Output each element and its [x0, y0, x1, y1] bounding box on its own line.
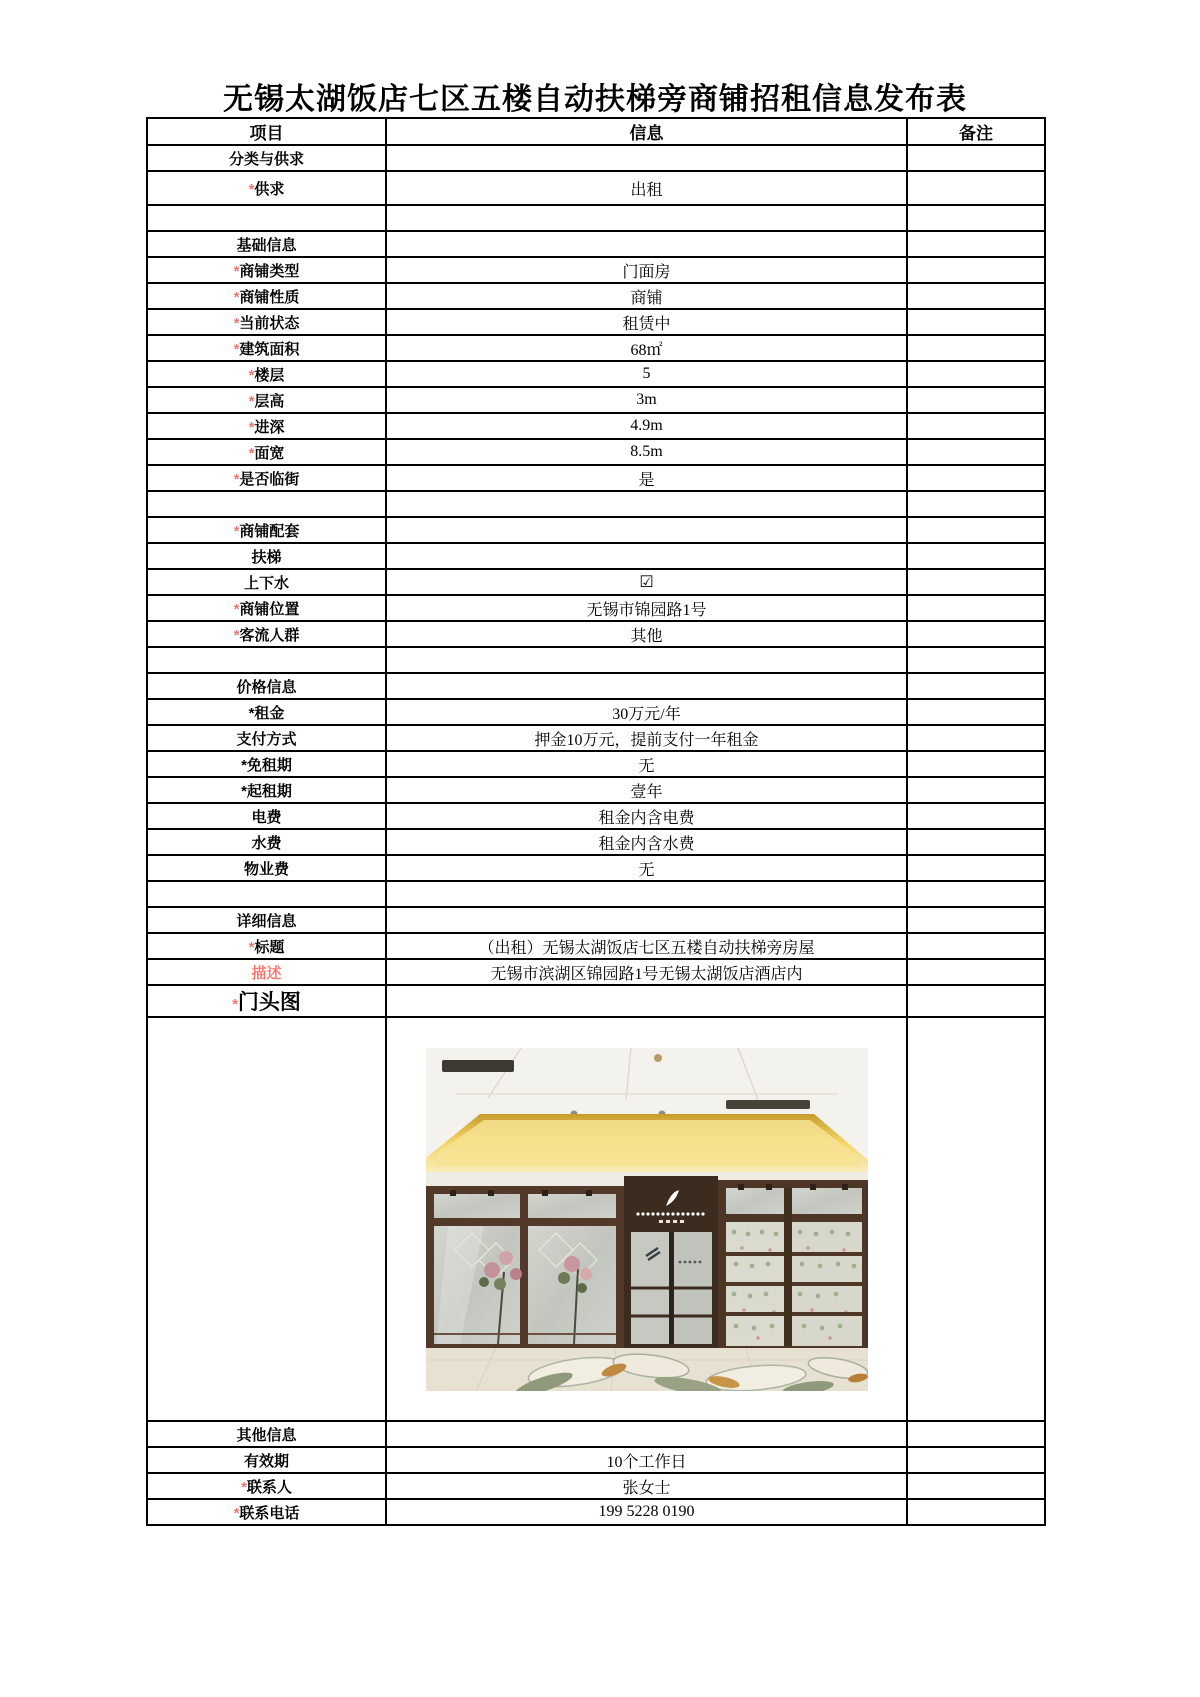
note-cell [907, 1421, 1045, 1447]
required-asterisk: * [233, 314, 240, 332]
required-asterisk: * [248, 366, 255, 384]
row-value: 租赁中 [386, 309, 907, 335]
row-label: 商铺性质 [239, 288, 300, 306]
row-value: 4.9m [386, 413, 907, 439]
row-value [386, 673, 907, 699]
row-value: 是 [386, 465, 907, 491]
note-cell [907, 725, 1045, 751]
row-value [386, 1421, 907, 1447]
row-label: 层高 [254, 392, 285, 410]
row-label: 价格信息 [236, 678, 297, 696]
note-cell [907, 517, 1045, 543]
row-value [386, 543, 907, 569]
left-glass-doors [426, 1186, 624, 1353]
row-contact-phone [147, 1499, 1045, 1525]
note-cell [907, 647, 1045, 673]
row-value: 张女士 [386, 1473, 907, 1499]
row-label: *租金 [248, 704, 285, 722]
row-price-info-section [147, 673, 1045, 699]
row-value [386, 517, 907, 543]
note-cell [907, 777, 1045, 803]
row-value [386, 647, 907, 673]
row-shop-facilities-section [147, 517, 1045, 543]
note-cell [907, 1473, 1045, 1499]
right-display-wall [718, 1180, 868, 1353]
note-cell [907, 569, 1045, 595]
note-cell [907, 829, 1045, 855]
row-water-supply [147, 569, 1045, 595]
required-asterisk: * [248, 392, 255, 410]
row-other-info-section [147, 1421, 1045, 1447]
row-label: 扶梯 [251, 548, 282, 566]
page-title: 无锡太湖饭店七区五楼自动扶梯旁商铺招租信息发布表 [223, 83, 967, 116]
row-category-section [147, 145, 1045, 171]
note-cell [907, 205, 1045, 231]
note-cell [907, 1447, 1045, 1473]
row-label: 有效期 [243, 1452, 289, 1470]
row-min-lease-term [147, 777, 1045, 803]
note-cell [907, 335, 1045, 361]
row-floor-level [147, 361, 1045, 387]
row-value: 租金内含电费 [386, 803, 907, 829]
row-label: 当前状态 [239, 314, 300, 332]
row-value [386, 145, 907, 171]
required-asterisk: * [233, 470, 240, 488]
row-value: 无锡市滨湖区锦园路1号无锡太湖饭店酒店内 [386, 959, 907, 985]
note-cell [907, 673, 1045, 699]
row-value: 5 [386, 361, 907, 387]
row-spacer-1 [147, 205, 1045, 231]
row-value: 其他 [386, 621, 907, 647]
required-asterisk: * [248, 180, 255, 198]
row-value: 出租 [386, 171, 907, 205]
header-row [147, 118, 1045, 145]
row-electricity-fee [147, 803, 1045, 829]
ceiling-sensor [654, 1054, 662, 1062]
note-cell [907, 257, 1045, 283]
row-value: 无 [386, 751, 907, 777]
note-cell [907, 1017, 1045, 1421]
row-supply-demand [147, 171, 1045, 205]
note-cell [907, 145, 1045, 171]
row-label: 进深 [254, 418, 285, 436]
row-spacer-2 [147, 491, 1045, 517]
row-label: 上下水 [243, 574, 289, 592]
row-label: 商铺配套 [239, 522, 300, 540]
row-label: 描述 [251, 964, 282, 982]
row-escalator [147, 543, 1045, 569]
row-spacer-4 [147, 881, 1045, 907]
row-value: 商铺 [386, 283, 907, 309]
row-label: 电费 [251, 808, 282, 826]
row-property-fee [147, 855, 1045, 881]
row-storefront-image-label [147, 985, 1045, 1017]
row-value: 门面房 [386, 257, 907, 283]
note-cell [907, 387, 1045, 413]
header-note: 备注 [907, 118, 1045, 145]
row-label: 商铺位置 [239, 600, 300, 618]
row-label: 商铺类型 [239, 262, 300, 280]
row-value: 无锡市锦园路1号 [386, 595, 907, 621]
row-value [386, 231, 907, 257]
row-value: 租金内含水费 [386, 829, 907, 855]
row-building-area [147, 335, 1045, 361]
row-street-facing [147, 465, 1045, 491]
required-asterisk: * [233, 522, 240, 540]
row-value: 68㎡ [386, 335, 907, 361]
note-cell [907, 933, 1045, 959]
row-label: 详细信息 [236, 912, 297, 930]
ceiling-vent-right [726, 1100, 810, 1109]
storefront-photo [426, 1048, 868, 1391]
row-value [386, 985, 907, 1017]
note-cell [907, 907, 1045, 933]
row-label: *免租期 [241, 756, 292, 774]
row-label: 楼层 [254, 366, 285, 384]
row-value: 8.5m [386, 439, 907, 465]
row-rent [147, 699, 1045, 725]
row-value [386, 907, 907, 933]
row-rent-free-period [147, 751, 1045, 777]
row-value: 押金10万元，提前支付一年租金 [386, 725, 907, 751]
storefront-photo-cell [386, 1017, 907, 1421]
note-cell [907, 699, 1045, 725]
header-info: 信息 [386, 118, 907, 145]
row-value: （出租）无锡太湖饭店七区五楼自动扶梯旁房屋 [386, 933, 907, 959]
row-label: 联系人 [246, 1478, 292, 1496]
note-cell [907, 1499, 1045, 1525]
note-cell [907, 881, 1045, 907]
row-value: 无 [386, 855, 907, 881]
checkbox-checked: ☑ [386, 569, 907, 595]
note-cell [907, 283, 1045, 309]
row-value [386, 881, 907, 907]
note-cell [907, 621, 1045, 647]
note-cell [907, 543, 1045, 569]
note-cell [907, 413, 1045, 439]
required-asterisk: * [233, 340, 240, 358]
note-cell [907, 595, 1045, 621]
row-contact-person [147, 1473, 1045, 1499]
row-storefront-photo [147, 1017, 1045, 1421]
required-asterisk: * [233, 288, 240, 306]
listing-form-table [146, 117, 1046, 1526]
note-cell [907, 751, 1045, 777]
row-value: 10个工作日 [386, 1447, 907, 1473]
row-shop-location [147, 595, 1045, 621]
row-label: 联系电话 [239, 1504, 300, 1522]
row-water-fee [147, 829, 1045, 855]
note-cell [907, 985, 1045, 1017]
center-door [624, 1176, 718, 1353]
row-label: 其他信息 [236, 1426, 297, 1444]
row-label: 标题 [254, 938, 285, 956]
row-depth [147, 413, 1045, 439]
row-label: 水费 [251, 834, 282, 852]
row-label: 门头图 [237, 991, 301, 1014]
row-current-status [147, 309, 1045, 335]
required-asterisk: * [232, 996, 238, 1013]
row-detail-info-section [147, 907, 1045, 933]
row-shop-nature [147, 283, 1045, 309]
row-listing-title [147, 933, 1045, 959]
required-asterisk: * [233, 262, 240, 280]
required-asterisk: * [233, 600, 240, 618]
row-value: 壹年 [386, 777, 907, 803]
row-label: 分类与供求 [228, 150, 304, 168]
header-item: 项目 [147, 118, 386, 145]
row-label: 客流人群 [239, 626, 300, 644]
note-cell [907, 361, 1045, 387]
row-spacer-3 [147, 647, 1045, 673]
row-ceiling-height [147, 387, 1045, 413]
note-cell [907, 171, 1045, 205]
note-cell [907, 465, 1045, 491]
required-asterisk: * [248, 938, 255, 956]
row-label: 物业费 [243, 860, 289, 878]
note-cell [907, 309, 1045, 335]
required-asterisk: * [248, 444, 255, 462]
floor-mosaic-carpet [426, 1348, 868, 1391]
row-shop-type [147, 257, 1045, 283]
note-cell [907, 439, 1045, 465]
row-label: 是否临街 [239, 470, 300, 488]
required-asterisk: * [233, 626, 240, 644]
note-cell [907, 491, 1045, 517]
row-label: 基础信息 [236, 236, 297, 254]
row-value: 30万元/年 [386, 699, 907, 725]
row-basic-info-section [147, 231, 1045, 257]
row-width [147, 439, 1045, 465]
note-cell [907, 231, 1045, 257]
row-value: 199 5228 0190 [386, 1499, 907, 1525]
row-payment-method [147, 725, 1045, 751]
row-label: *起租期 [241, 782, 292, 800]
note-cell [907, 803, 1045, 829]
required-asterisk: * [248, 418, 255, 436]
row-value [386, 205, 907, 231]
note-cell [907, 855, 1045, 881]
row-label: 建筑面积 [239, 340, 300, 358]
row-label: 支付方式 [236, 730, 297, 748]
required-asterisk: * [241, 1478, 247, 1496]
row-value: 3m [386, 387, 907, 413]
row-label: 供求 [254, 180, 285, 198]
row-customer-group [147, 621, 1045, 647]
row-value [386, 491, 907, 517]
note-cell [907, 959, 1045, 985]
row-description [147, 959, 1045, 985]
ceiling-vent-left [442, 1060, 514, 1072]
row-label: 面宽 [254, 444, 285, 462]
required-asterisk: * [233, 1504, 240, 1522]
row-validity-period [147, 1447, 1045, 1473]
